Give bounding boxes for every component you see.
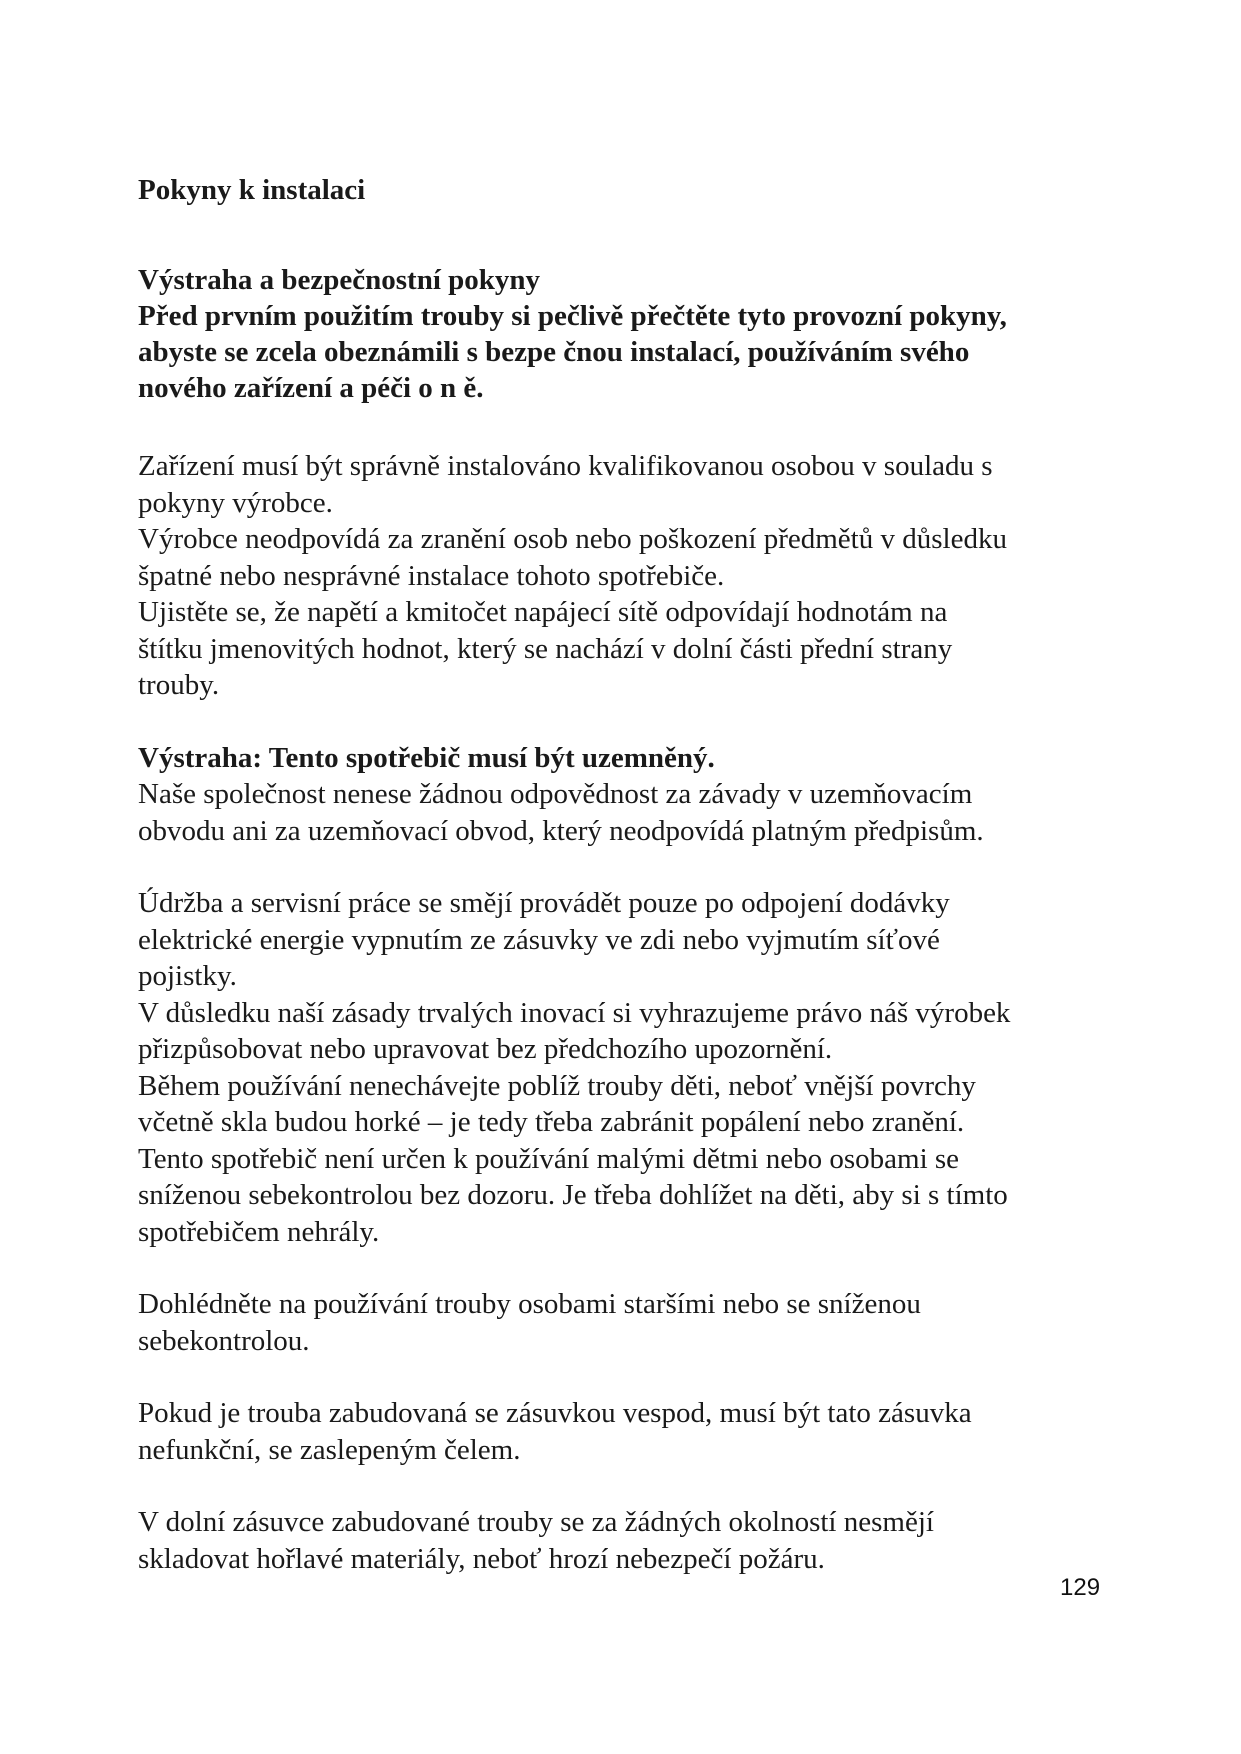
paragraph-line: štítku jmenovitých hodnot, který se nachází v dolní části přední strany xyxy=(138,632,953,665)
paragraph-line: skladovat hořlavé materiály, neboť hrozí nebezpečí požáru. xyxy=(138,1542,825,1575)
paragraph-line: Pokud je trouba zabudovaná se zásuvkou vespod, musí být tato zásuvka xyxy=(138,1397,972,1429)
paragraph-line: elektrické energie vypnutím ze zásuvky ve zdi nebo vyjmutím síťové xyxy=(138,923,940,956)
paragraph-line: trouby. xyxy=(138,669,220,701)
intro-line: nového zařízení a péči o n ě. xyxy=(138,372,484,404)
ground-warning-heading: Výstraha: Tento spotřebič musí být uzemněný. xyxy=(138,741,715,774)
spacer xyxy=(138,208,1118,244)
page-title: Pokyny k instalaci xyxy=(138,174,366,206)
paragraph-line: V dolní zásuvce zabudované trouby se za žádných okolností nesmějí xyxy=(138,1506,934,1538)
paragraph-line: nefunkční, se zaslepeným čelem. xyxy=(138,1433,521,1466)
spacer xyxy=(138,406,1118,442)
intro-line: Před prvním použitím trouby si pečlivě přečtěte tyto provozní pokyny, xyxy=(138,300,1007,332)
paragraph-line: Ujistěte se, že napětí a kmitočet napájecí sítě odpovídají hodnotám na xyxy=(138,596,948,628)
spacer xyxy=(138,1250,1118,1286)
paragraph-line: pojistky. xyxy=(138,960,237,992)
paragraph-line: pokyny výrobce. xyxy=(138,486,333,519)
spacer xyxy=(138,704,1118,740)
paragraph-line: V důsledku naší zásady trvalých inovací si vyhrazujeme právo náš výrobek xyxy=(138,996,1011,1029)
spacer xyxy=(138,849,1118,885)
page-number: 129 xyxy=(1060,1574,1101,1601)
paragraph-line: Dohlédněte na používání trouby osobami staršími nebo se sníženou xyxy=(138,1288,921,1320)
paragraph-line: Zařízení musí být správně instalováno kvalifikovanou osobou v souladu s xyxy=(138,450,993,482)
paragraph-line: obvodu ani za uzemňovací obvod, který neodpovídá platným předpisům. xyxy=(138,814,984,847)
paragraph-line: Naše společnost nenese žádnou odpovědnost za závady v uzemňovacím xyxy=(138,778,973,810)
spacer xyxy=(138,1468,1118,1504)
paragraph-line: včetně skla budou horké – je tedy třeba zabránit popálení nebo zranění. xyxy=(138,1106,965,1138)
document-page xyxy=(138,172,1118,1577)
spacer xyxy=(138,1359,1118,1395)
intro-line: abyste se zcela obeznámili s bezpe čnou instalací, používáním svého xyxy=(138,336,970,368)
paragraph-line: sníženou sebekontrolou bez dozoru. Je třeba dohlížet na děti, aby si s tímto xyxy=(138,1179,1008,1211)
paragraph-line: sebekontrolou. xyxy=(138,1324,310,1357)
paragraph-line: Během používání nenechávejte poblíž trouby děti, neboť vnější povrchy xyxy=(138,1069,976,1102)
warning-heading: Výstraha a bezpečnostní pokyny xyxy=(138,264,541,296)
paragraph-line: špatné nebo nesprávné instalace tohoto spotřebiče. xyxy=(138,559,725,592)
paragraph-line: Tento spotřebič není určen k používání malými dětmi nebo osobami se xyxy=(138,1142,960,1175)
paragraph-line: Údržba a servisní práce se smějí provádět pouze po odpojení dodávky xyxy=(138,887,950,919)
paragraph-line: přizpůsobovat nebo upravovat bez předchozího upozornění. xyxy=(138,1033,833,1065)
paragraph-line: Výrobce neodpovídá za zranění osob nebo poškození předmětů v důsledku xyxy=(138,523,1007,555)
paragraph-line: spotřebičem nehrály. xyxy=(138,1215,380,1248)
